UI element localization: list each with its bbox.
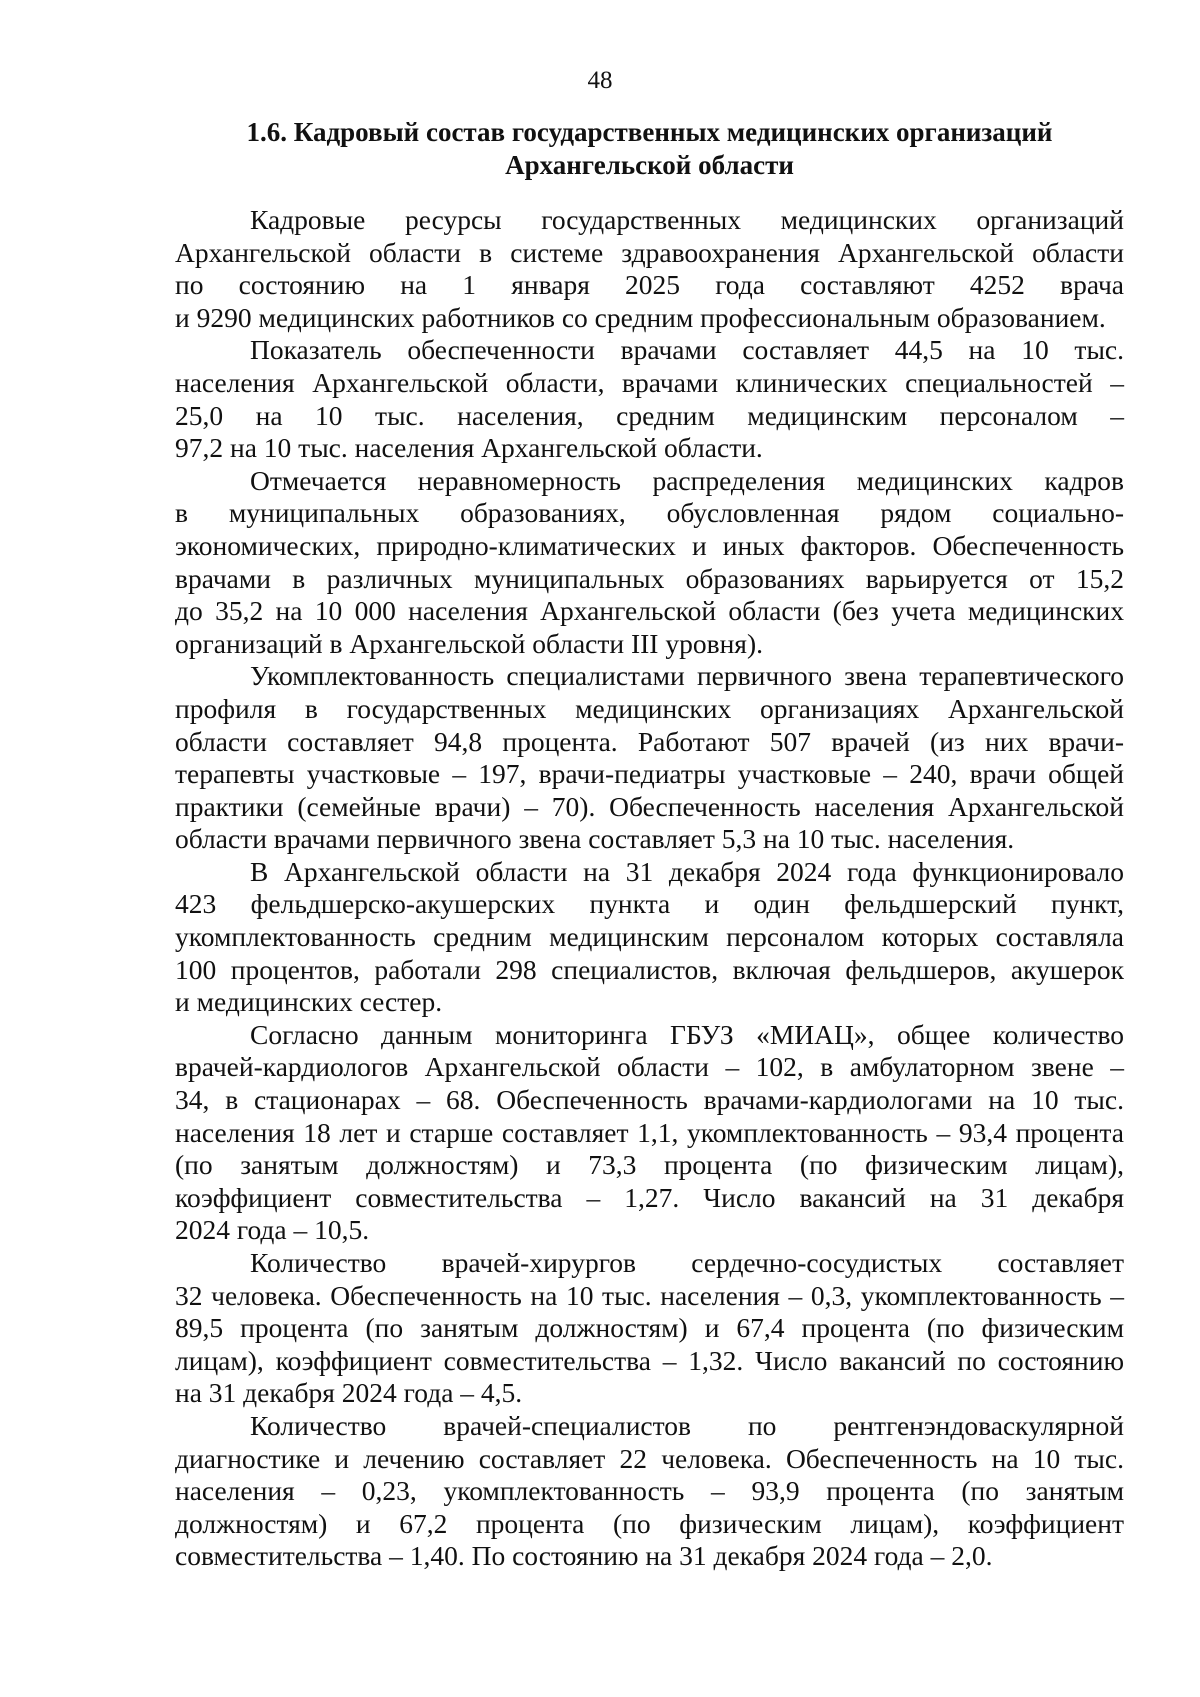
paragraph-line: 32 человека. Обеспеченность на 10 тыс. населения – 0,3, укомплектованность – — [175, 1279, 1124, 1311]
paragraph-1 — [175, 204, 1124, 334]
paragraph-line: 423 фельдшерско-акушерских пункта и один фельдшерский пункт, — [175, 888, 1124, 920]
paragraph-line: организаций в Архангельской области III уровня). — [175, 627, 763, 659]
paragraph-line: коэффициент совместительства – 1,27. Число вакансий на 31 декабря — [175, 1181, 1124, 1213]
paragraph-line: до 35,2 на 10 000 населения Архангельской области (без учета медицинских — [175, 595, 1124, 627]
paragraph-line: В Архангельской области на 31 декабря 2024 года функционировало — [250, 855, 1124, 887]
page-number: 48 — [587, 67, 613, 94]
paragraph-line: должностям) и 67,2 процента (по физическим лицам), коэффициент — [175, 1507, 1124, 1539]
paragraph-line: профиля в государственных медицинских организациях Архангельской — [175, 692, 1124, 724]
paragraph-line: Количество врачей-специалистов по рентгенэндоваскулярной — [250, 1409, 1124, 1441]
paragraph-line: 89,5 процента (по занятым должностям) и 67,4 процента (по физическим — [175, 1312, 1124, 1344]
paragraph-5 — [175, 856, 1124, 1019]
paragraph-line: 2024 года – 10,5. — [175, 1214, 370, 1246]
paragraph-line: врачей-кардиологов Архангельской области – 102, в амбулаторном звене – — [175, 1051, 1124, 1083]
paragraph-line: по состоянию на 1 января 2025 года составляют 4252 врача — [175, 269, 1124, 301]
paragraph-line: (по занятым должностям) и 73,3 процента (по физическим лицам), — [175, 1149, 1124, 1181]
paragraph-2 — [175, 334, 1124, 464]
paragraph-line: Согласно данным мониторинга ГБУЗ «МИАЦ», общее количество — [250, 1018, 1124, 1050]
paragraph-line: в муниципальных образованиях, обусловленная рядом социально- — [175, 497, 1124, 529]
section-heading-line-1: 1.6. Кадровый состав государственных медицинских организаций — [246, 117, 1053, 147]
paragraph-line: диагностике и лечению составляет 22 человека. Обеспеченность на 10 тыс. — [175, 1442, 1124, 1474]
paragraph-line: 100 процентов, работали 298 специалистов, включая фельдшеров, акушерок — [175, 953, 1124, 985]
paragraph-line: Количество врачей-хирургов сердечно-сосудистых составляет — [250, 1247, 1124, 1278]
paragraph-line: на 31 декабря 2024 года – 4,5. — [175, 1377, 523, 1409]
paragraph-line: Кадровые ресурсы государственных медицинских организаций — [250, 204, 1124, 235]
paragraph-7 — [175, 1247, 1124, 1410]
paragraph-line: и 9290 медицинских работников со средним профессиональным образованием. — [175, 301, 1106, 333]
paragraph-line: населения Архангельской области, врачами клинических специальностей – — [175, 366, 1124, 398]
paragraph-line: Укомплектованность специалистами первичного звена терапевтического — [250, 660, 1124, 692]
document-body — [175, 204, 1124, 1573]
paragraph-line: 97,2 на 10 тыс. населения Архангельской области. — [175, 432, 763, 464]
paragraph-4 — [175, 660, 1124, 856]
paragraph-line: Архангельской области в системе здравоохранения Архангельской области — [175, 236, 1124, 268]
paragraph-line: лицам), коэффициент совместительства – 1,32. Число вакансий по состоянию — [175, 1344, 1124, 1376]
paragraph-line: Отмечается неравномерность распределения медицинских кадров — [250, 464, 1124, 496]
paragraph-line: области врачами первичного звена составляет 5,3 на 10 тыс. населения. — [175, 823, 1015, 855]
paragraph-line: 34, в стационарах – 68. Обеспеченность врачами-кардиологами на 10 тыс. — [175, 1084, 1124, 1116]
paragraph-line: 25,0 на 10 тыс. населения, средним медицинским персоналом – — [175, 399, 1124, 431]
paragraph-6 — [175, 1019, 1124, 1247]
paragraph-line: терапевты участковые – 197, врачи-педиатры участковые – 240, врачи общей — [175, 758, 1124, 790]
paragraph-line: практики (семейные врачи) – 70). Обеспеченность населения Архангельской — [175, 790, 1124, 822]
paragraph-line: Показатель обеспеченности врачами составляет 44,5 на 10 тыс. — [250, 334, 1124, 366]
section-heading — [176, 116, 1123, 182]
paragraph-line: совместительства – 1,40. По состоянию на 31 декабря 2024 года – 2,0. — [175, 1540, 993, 1572]
section-heading-line-2: Архангельской области — [505, 150, 794, 180]
paragraph-3 — [175, 465, 1124, 661]
paragraph-line: и медицинских сестер. — [175, 986, 443, 1018]
paragraph-line: врачами в различных муниципальных образованиях варьируется от 15,2 — [175, 562, 1124, 594]
paragraph-line: населения – 0,23, укомплектованность – 93,9 процента (по занятым — [175, 1475, 1124, 1507]
paragraph-8 — [175, 1410, 1124, 1573]
paragraph-line: экономических, природно-климатических и иных факторов. Обеспеченность — [175, 529, 1124, 561]
paragraph-line: населения 18 лет и старше составляет 1,1, укомплектованность – 93,4 процента — [175, 1116, 1124, 1148]
paragraph-line: укомплектованность средним медицинским персоналом которых составляла — [175, 921, 1124, 953]
paragraph-line: области составляет 94,8 процента. Работают 507 врачей (из них врачи- — [175, 725, 1124, 757]
